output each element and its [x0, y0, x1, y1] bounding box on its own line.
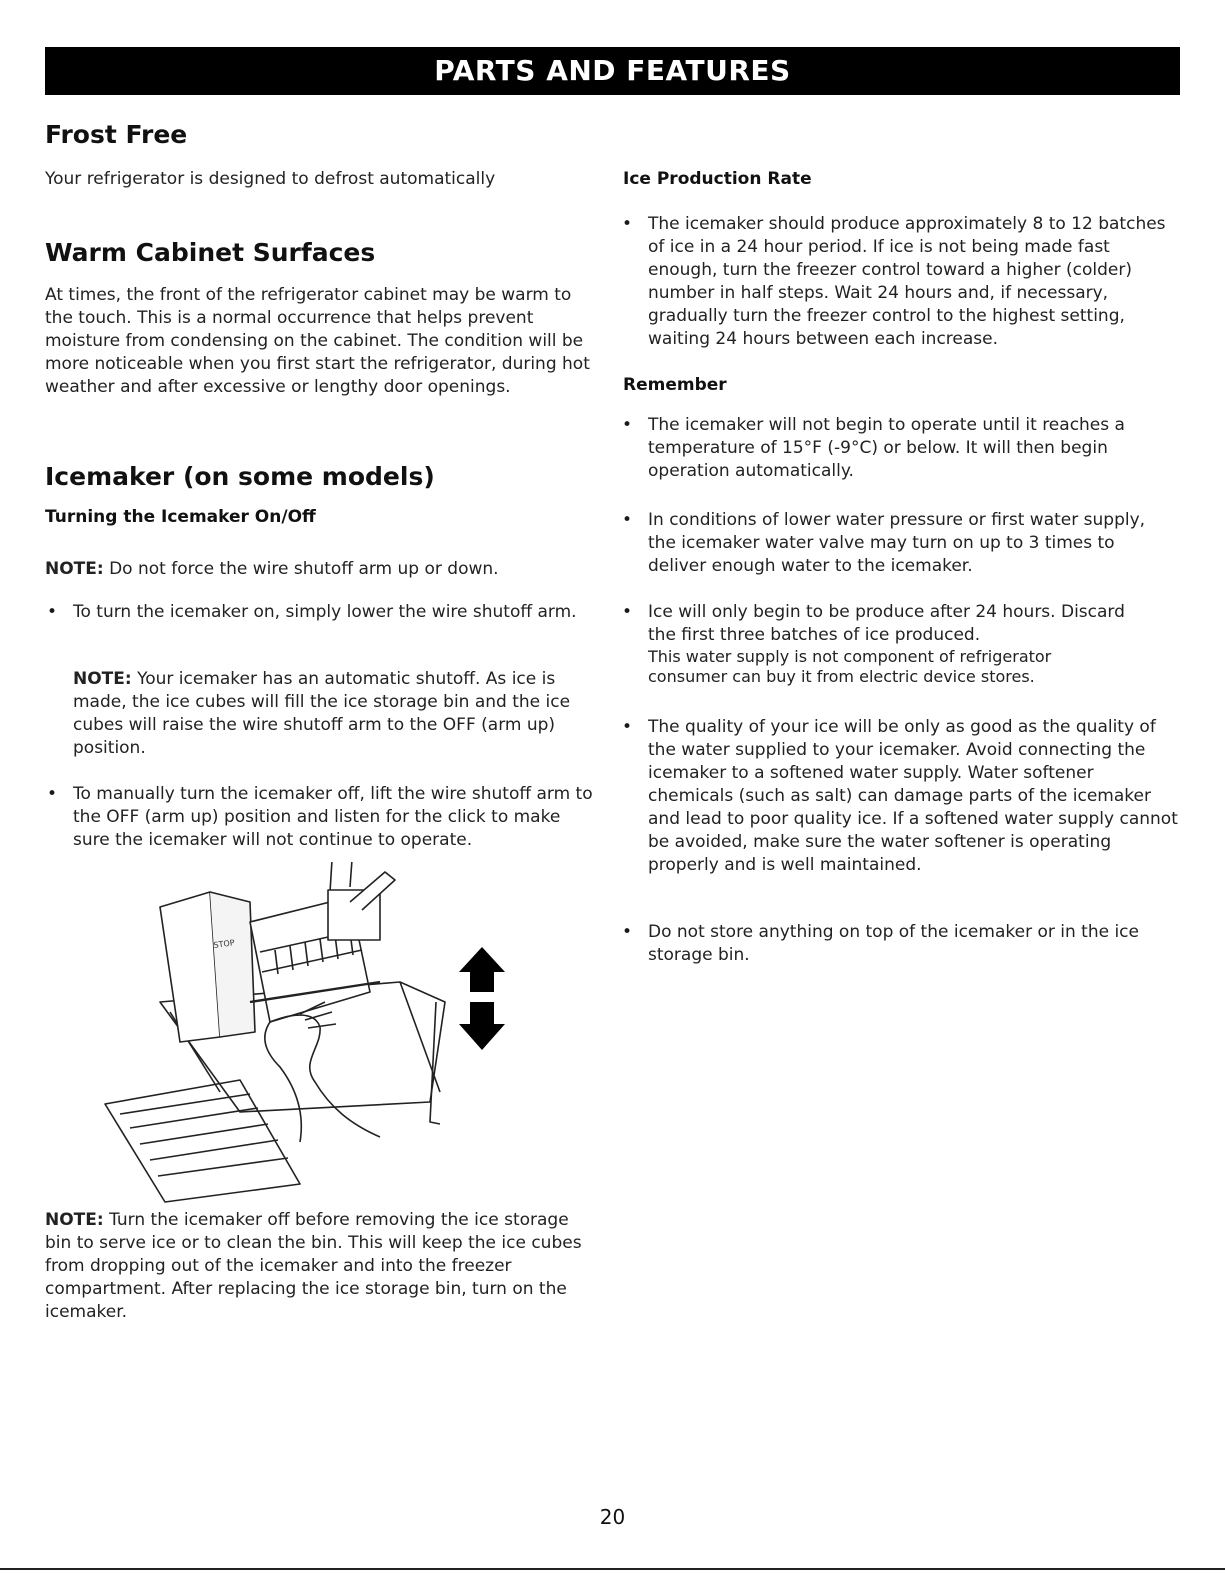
- icemaker-bullet-off: [47, 783, 598, 852]
- remember-bullet-quality: [622, 716, 1183, 877]
- note-label: NOTE:: [45, 1210, 104, 1230]
- page-number: 20: [599, 1505, 626, 1529]
- bullet-text: Ice will only begin to be produce after 24 hours. Discard the first three batches of ice produced.: [648, 602, 1125, 645]
- remember-bullet-temperature: [622, 414, 1183, 483]
- bullet-dot: •: [47, 784, 58, 804]
- note-label: NOTE:: [45, 559, 104, 579]
- bullet-text: The icemaker should produce approximately 8 to 12 batches of ice in a 24 hour period. If ice is not being made fast enough, turn the freezer control toward a higher (colder) number in half steps. Wait 24 hours and, if necessary, gradually turn the freezer control to the highest setting, waiting 24 hours between each increase.: [648, 214, 1166, 349]
- bullet-text: Do not store anything on top of the icemaker or in the ice storage bin.: [648, 922, 1139, 965]
- bullet-text: The quality of your ice will be only as good as the quality of the water supplied to your icemaker. Avoid connecting the icemaker to a softened water supply. Water softener chemicals (such as salt) can damage parts of the icemaker and lead to poor quality ice. If a softened water supply cannot be avoided, make sure the water softener is operating properly and is well maintained.: [648, 717, 1178, 875]
- icemaker-note-2: [45, 1209, 585, 1324]
- icemaker-illustration: [100, 862, 530, 1207]
- bullet-dot: •: [47, 602, 58, 622]
- frost-free-heading: Frost Free: [45, 120, 188, 149]
- stop-label: STOP: [213, 938, 236, 950]
- bullet-dot: •: [622, 602, 633, 622]
- bullet-extra-text: This water supply is not component of refrigerator consumer can buy it from electric device stores.: [648, 647, 1052, 686]
- icemaker-bullet-note: [73, 668, 598, 760]
- note-text: Turn the icemaker off before removing the ice storage bin to serve ice or to clean the bin. This will keep the ice cubes from dropping out of the icemaker and into the freezer compartment. After replacing the ice storage bin, turn on the icemaker.: [45, 1210, 582, 1322]
- note-label: NOTE:: [73, 669, 132, 689]
- ice-rate-heading: Ice Production Rate: [623, 169, 812, 189]
- frost-free-text: Your refrigerator is designed to defrost automatically: [45, 169, 496, 189]
- bullet-text: The icemaker will not begin to operate until it reaches a temperature of 15°F (-9°C) or below. It will then begin operation automatically.: [648, 415, 1125, 481]
- bullet-dot: •: [622, 415, 633, 435]
- bullet-text: In conditions of lower water pressure or first water supply, the icemaker water valve may turn on up to 3 times to deliver enough water to the icemaker.: [648, 510, 1146, 576]
- warm-cabinet-text: At times, the front of the refrigerator cabinet may be warm to the touch. This is a normal occurrence that helps prevent moisture from condensing on the cabinet. The condition will be more noticeable when you first start the refrigerator, during hot weather and after excessive or lengthy door openings.: [45, 285, 590, 397]
- bullet-dot: •: [622, 510, 633, 530]
- icemaker-note-1: [45, 558, 600, 581]
- warm-cabinet-heading: Warm Cabinet Surfaces: [45, 238, 376, 267]
- bullet-dot: •: [622, 214, 633, 234]
- icemaker-subheading: Turning the Icemaker On/Off: [45, 507, 316, 527]
- icemaker-bullet-on: [47, 601, 598, 624]
- icemaker-heading: Icemaker (on some models): [45, 462, 435, 491]
- bullet-dot: •: [622, 922, 633, 942]
- remember-heading: Remember: [623, 375, 727, 395]
- note-text: Your icemaker has an automatic shutoff. As ice is made, the ice cubes will fill the ice storage bin and the ice cubes will raise the wire shutoff arm to the OFF (arm up) position.: [73, 669, 571, 758]
- bullet-text: To manually turn the icemaker off, lift the wire shutoff arm to the OFF (arm up) position and listen for the click to make sure the icemaker will not continue to operate.: [73, 784, 593, 850]
- up-down-arrows-icon: [459, 947, 505, 1050]
- remember-bullet-discard: [622, 601, 1128, 687]
- bottom-divider: [0, 1568, 1225, 1570]
- bullet-dot: •: [622, 717, 633, 737]
- remember-bullet-water-pressure: [622, 509, 1148, 578]
- bullet-text: To turn the icemaker on, simply lower the wire shutoff arm.: [73, 602, 577, 622]
- ice-rate-bullet: [622, 213, 1183, 351]
- section-banner: PARTS AND FEATURES: [45, 47, 1180, 95]
- note-text: Do not force the wire shutoff arm up or down.: [103, 559, 499, 579]
- remember-bullet-storage: [622, 921, 1183, 967]
